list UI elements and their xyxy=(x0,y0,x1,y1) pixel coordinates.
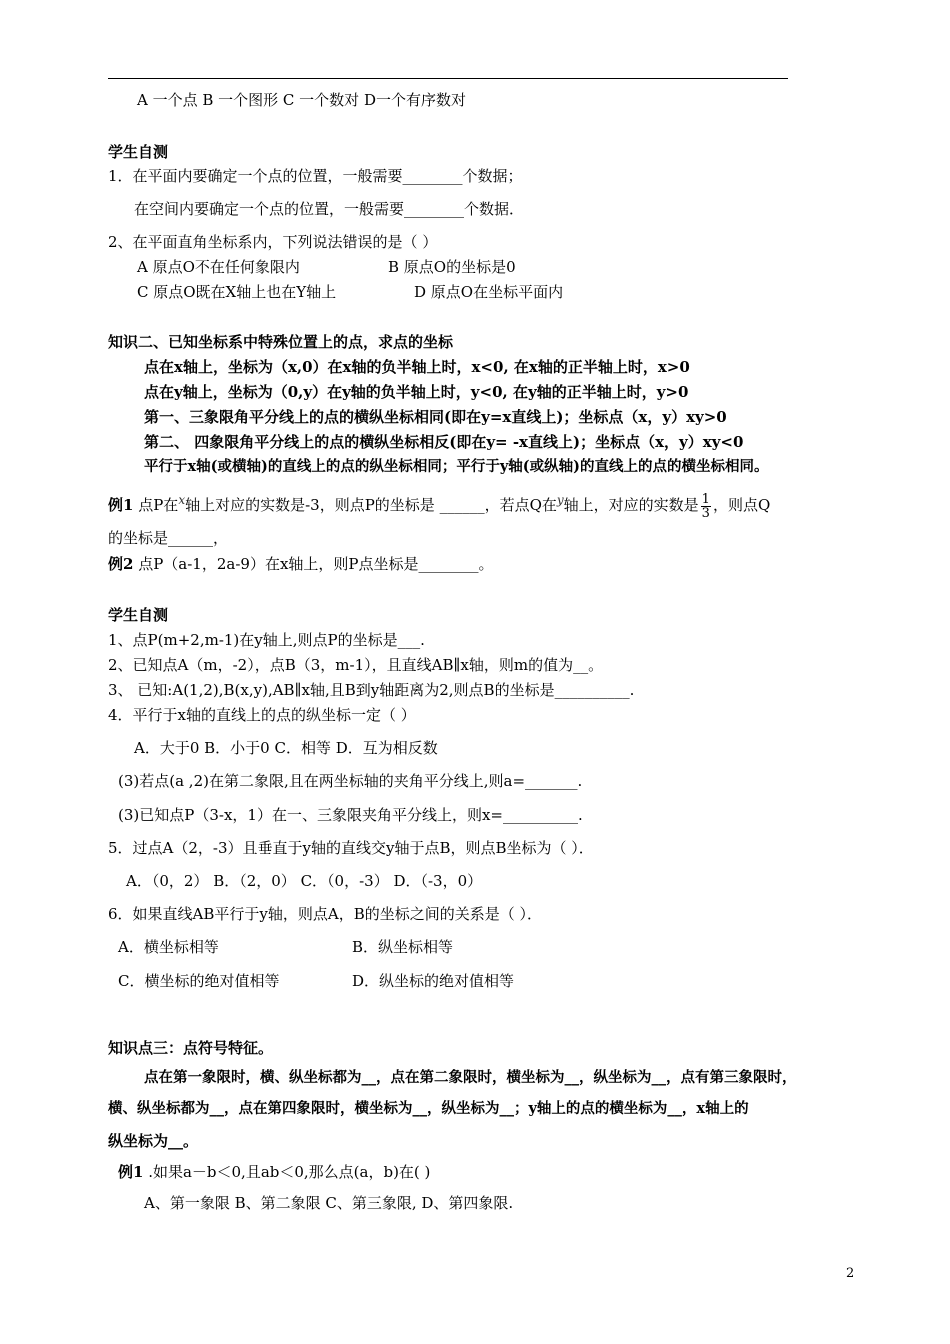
knowledge-2-line-3: 第一、三象限角平分线上的点的横纵坐标相同(即在y=x直线上)；坐标点（x，y）xy>0 xyxy=(144,408,727,426)
knowledge-2-heading: 知识二、已知坐标系中特殊位置上的点，求点的坐标 xyxy=(108,333,454,351)
knowledge-2-line-4: 第二、 四象限角平分线上的点的横纵坐标相反(即在y= -x直线上)；坐标点（x，y）xy<0 xyxy=(144,433,744,451)
knowledge-3-para-1: 点在第一象限时，横、纵坐标都为__，点在第二象限时，横坐标为__，纵坐标为__，点有第三象限时， xyxy=(144,1069,797,1086)
self-test-2-q2: 2、已知点A（m，-2），点B（3，m-1），且直线AB∥x轴，则m的值为__。 xyxy=(108,656,604,674)
example-3-label: 例1 xyxy=(118,1163,144,1181)
example-3-text: .如果a－b＜0,且ab＜0,那么点(a，b)在( ) xyxy=(143,1163,431,1181)
page-number: 2 xyxy=(846,1266,855,1281)
example-2 xyxy=(108,554,494,574)
knowledge-2-line-1: 点在x轴上，坐标为（x,0）在x轴的负半轴上时，x<0, 在x轴的正半轴上时，x>0 xyxy=(144,358,690,376)
knowledge-2-line-2: 点在y轴上，坐标为（0,y）在y轴的负半轴上时，y<0, 在y轴的正半轴上时，y>0 xyxy=(144,383,689,401)
knowledge-3-para-3: 纵坐标为__。 xyxy=(108,1132,199,1150)
example-1-text-4: ，则点Q xyxy=(712,496,771,514)
self-test-2-q4-sub-2: (3)已知点P（3-x，1）在一、三象限夹角平分线上，则x=__________. xyxy=(118,806,583,824)
self-test-2-q5: 5．过点A（2，-3）且垂直于y轴的直线交y轴于点B，则点B坐标为（ ）． xyxy=(108,839,594,857)
example-1-label: 例1 xyxy=(108,496,134,514)
self-test-2-q5-options: A．（0，2） B．（2，0） C．（0，-3） D．（-3，0） xyxy=(126,872,483,890)
top-rule xyxy=(108,78,788,79)
example-1-text-3: 轴上，对应的实数是 xyxy=(563,496,699,514)
question-1a: 1．在平面内要确定一个点的位置，一般需要________个数据； xyxy=(108,167,523,185)
question-2: 2、在平面直角坐标系内，下列说法错误的是（ ） xyxy=(108,233,438,251)
example-3 xyxy=(118,1162,430,1182)
example-1-line-2: 的坐标是______， xyxy=(108,529,229,547)
self-test-2-q6: 6．如果直线AB平行于y轴，则点A，B的坐标之间的关系是（ ）． xyxy=(108,905,542,923)
fraction-one-third xyxy=(701,493,711,520)
knowledge-2-line-5: 平行于x轴(或横轴)的直线上的点的纵坐标相同；平行于y轴(或纵轴)的直线上的点的横坐标相同。 xyxy=(144,458,769,475)
example-1-line-1 xyxy=(108,485,770,520)
question-2-option-d: D 原点O在坐标平面内 xyxy=(414,283,564,301)
question-1b: 在空间内要确定一个点的位置，一般需要________个数据． xyxy=(134,200,525,218)
question-2-option-b: B 原点O的坐标是0 xyxy=(388,258,516,276)
variable-y: y xyxy=(556,493,564,507)
self-test-2-q4-options: A．大于0 B．小于0 C．相等 D．互为相反数 xyxy=(134,739,438,757)
self-test-heading: 学生自测 xyxy=(108,143,169,161)
fraction-numerator: 1 xyxy=(701,491,710,507)
top-options: A 一个点 B 一个图形 C 一个数对 D一个有序数对 xyxy=(137,91,466,109)
knowledge-3-para-2: 横、纵坐标都为__，点在第四象限时，横坐标为__，纵坐标为__；y轴上的点的横坐标为__，x轴上的 xyxy=(108,1100,749,1117)
self-test-2-q1: 1、点P(m+2,m-1)在y轴上,则点P的坐标是___. xyxy=(108,631,425,649)
example-3-options: A、第一象限 B、第二象限 C、第三象限, D、第四象限. xyxy=(144,1194,514,1212)
self-test-2-q4: 4．平行于x轴的直线上的点的纵坐标一定（ ） xyxy=(108,706,416,724)
example-2-label: 例2 xyxy=(108,555,134,573)
self-test-2-q6-option-c: C．横坐标的绝对值相等 xyxy=(118,972,280,990)
self-test-2-q4-sub-1: (3)若点(a ,2)在第二象限,且在两坐标轴的夹角平分线上,则a=_______. xyxy=(118,772,583,790)
knowledge-3-heading: 知识点三：点符号特征。 xyxy=(108,1039,274,1057)
example-1-text-2: 轴上对应的实数是-3，则点P的坐标是 ______，若点Q在 xyxy=(185,496,557,514)
example-1-text-1: 点P在 xyxy=(133,496,179,514)
question-2-option-a: A 原点O不在任何象限内 xyxy=(137,258,300,276)
self-test-2-q6-option-a: A．横坐标相等 xyxy=(118,938,219,956)
variable-x: x xyxy=(178,493,186,507)
self-test-2-q6-option-b: B．纵坐标相等 xyxy=(352,938,454,956)
self-test-2-heading: 学生自测 xyxy=(108,606,169,624)
fraction-denominator: 3 xyxy=(701,505,710,521)
self-test-2-q3: 3、 已知:A(1,2),B(x,y),AB∥x轴,且B到y轴距离为2,则点B的坐标是__________. xyxy=(108,681,635,699)
self-test-2-q6-option-d: D．纵坐标的绝对值相等 xyxy=(352,972,515,990)
question-2-option-c: C 原点O既在X轴上也在Y轴上 xyxy=(137,283,337,301)
example-2-text: 点P（a-1，2a-9）在x轴上，则P点坐标是________。 xyxy=(133,555,494,573)
